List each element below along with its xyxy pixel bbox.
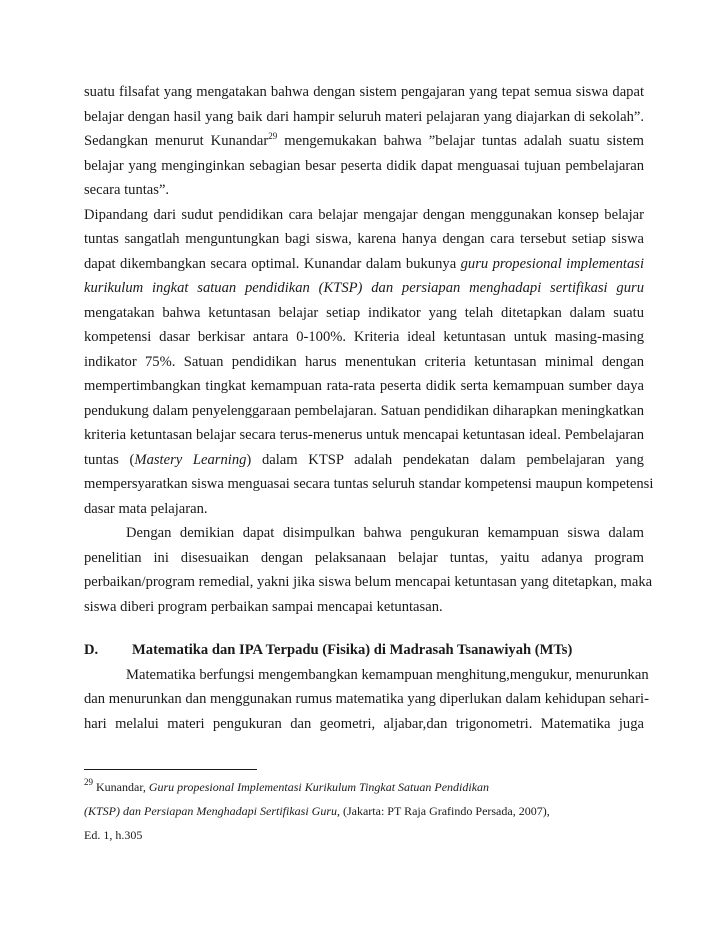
footnote-title: (KTSP) dan Persiapan Menghadapi Sertifikasi Guru, [84,804,340,818]
text-line: Dipandang dari sudut pendidikan cara belajar mengajar dengan menggunakan konsep belajar [84,206,644,223]
document-page [84,80,654,736]
text-line: Dengan demikian dapat disimpulkan bahwa pengukuran kemampuan siswa dalam [126,525,644,541]
section-heading [84,638,644,663]
footnote-title: Guru propesional Implementasi Kurikulum Tingkat Satuan Pendidikan [148,780,490,794]
text-line: pendukung dalam penyelenggaraan pembelajaran. Satuan pendidikan diharapkan meningkatkan [84,402,644,419]
text-line: mengatakan bahwa ketuntasan belajar setiap indikator yang telah ditetapkan dalam suatu [84,304,644,321]
text-line: secara tuntas”. [84,182,170,198]
term-italic: Mastery Learning [134,451,247,468]
footnote-reference: 29 [268,131,278,141]
text-line: kompetensi dasar berkisar antara 0-100%. Kriteria ideal ketuntasan untuk masing-masing [84,329,644,345]
text-line: belajar yang menginginkan sebagian besar peserta didik dapat menguasai tujuan pembelajaran [84,157,644,174]
text-line [84,129,644,154]
text-line [84,252,644,277]
footnote-line [84,799,644,823]
text-span: mengemukakan bahwa ”belajar tuntas adalah suatu sistem [277,133,644,149]
footnote-divider [84,769,257,770]
text-line: mempertimbangkan tingkat kemampuan rata-rata peserta didik serta kemampuan sumber daya [84,378,644,394]
text-span: dapat dikembangkan secara optimal. Kunandar dalam bukunya [84,255,461,272]
footnote-line [84,775,644,799]
footnotes [84,775,644,847]
text-span: tuntas ( [84,451,135,468]
text-line: kriteria ketuntasan belajar secara terus-menerus untuk mencapai ketuntasan ideal. Pembelajaran [84,427,644,443]
text-line: indikator 75%. Satuan pendidikan harus menentukan criteria ketuntasan minimal dengan [84,353,644,370]
footnote-publisher: (Jakarta: PT Raja Grafindo Persada, 2007), [339,804,550,818]
text-line: siswa diberi program perbaikan sampai mencapai ketuntasan. [84,598,443,615]
text-span: Sedangkan menurut Kunandar [84,133,269,149]
text-line: suatu filsafat yang mengatakan bahwa dengan sistem pengajaran yang tepat semua siswa dapat [84,84,644,100]
book-title-italic: kurikulum ingkat satuan pendidikan (KTSP) dan persiapan menghadapi sertifikasi guru [84,280,644,296]
text-line: hari melalui materi pengukuran dan geometri, aljabar,dan trigonometri. Matematika juga [84,715,644,732]
text-line: belajar dengan hasil yang baik dari hampir seluruh materi pelajaran yang diajarkan di sekolah”. [84,108,644,125]
text-line [84,448,644,473]
text-line: dan menurunkan dan menggunakan rumus matematika yang diperlukan dalam kehidupan sehari- [84,691,649,707]
footnote-number: 29 [84,777,93,787]
text-line: penelitian ini disesuaikan dengan pelaksanaan belajar tuntas, yaitu adanya program [84,549,644,566]
section-title: Matematika dan IPA Terpadu (Fisika) di Madrasah Tsanawiyah (MTs) [132,642,573,658]
text-line: dasar mata pelajaran. [84,500,208,517]
text-line: Matematika berfungsi mengembangkan kemampuan menghitung,mengukur, menurunkan [126,666,649,683]
text-line: tuntas sangatlah menguntungkan bagi siswa, karena hanya dengan cara tersebut setiap siswa [84,231,644,247]
footnote-author: Kunandar, [93,780,149,794]
section-number: D. [84,642,99,658]
spacer [84,619,644,638]
text-line: mempersyaratkan siswa menguasai secara tuntas seluruh standar kompetensi maupun kompetensi [84,476,654,492]
book-title-italic: guru propesional implementasi [460,255,645,272]
footnote-line: Ed. 1, h.305 [84,828,143,842]
text-line: perbaikan/program remedial, yakni jika siswa belum mencapai ketuntasan yang ditetapkan, maka [84,574,653,590]
text-span: ) dalam KTSP adalah pendekatan dalam pembelajaran yang [246,451,644,468]
text-line [84,276,644,301]
